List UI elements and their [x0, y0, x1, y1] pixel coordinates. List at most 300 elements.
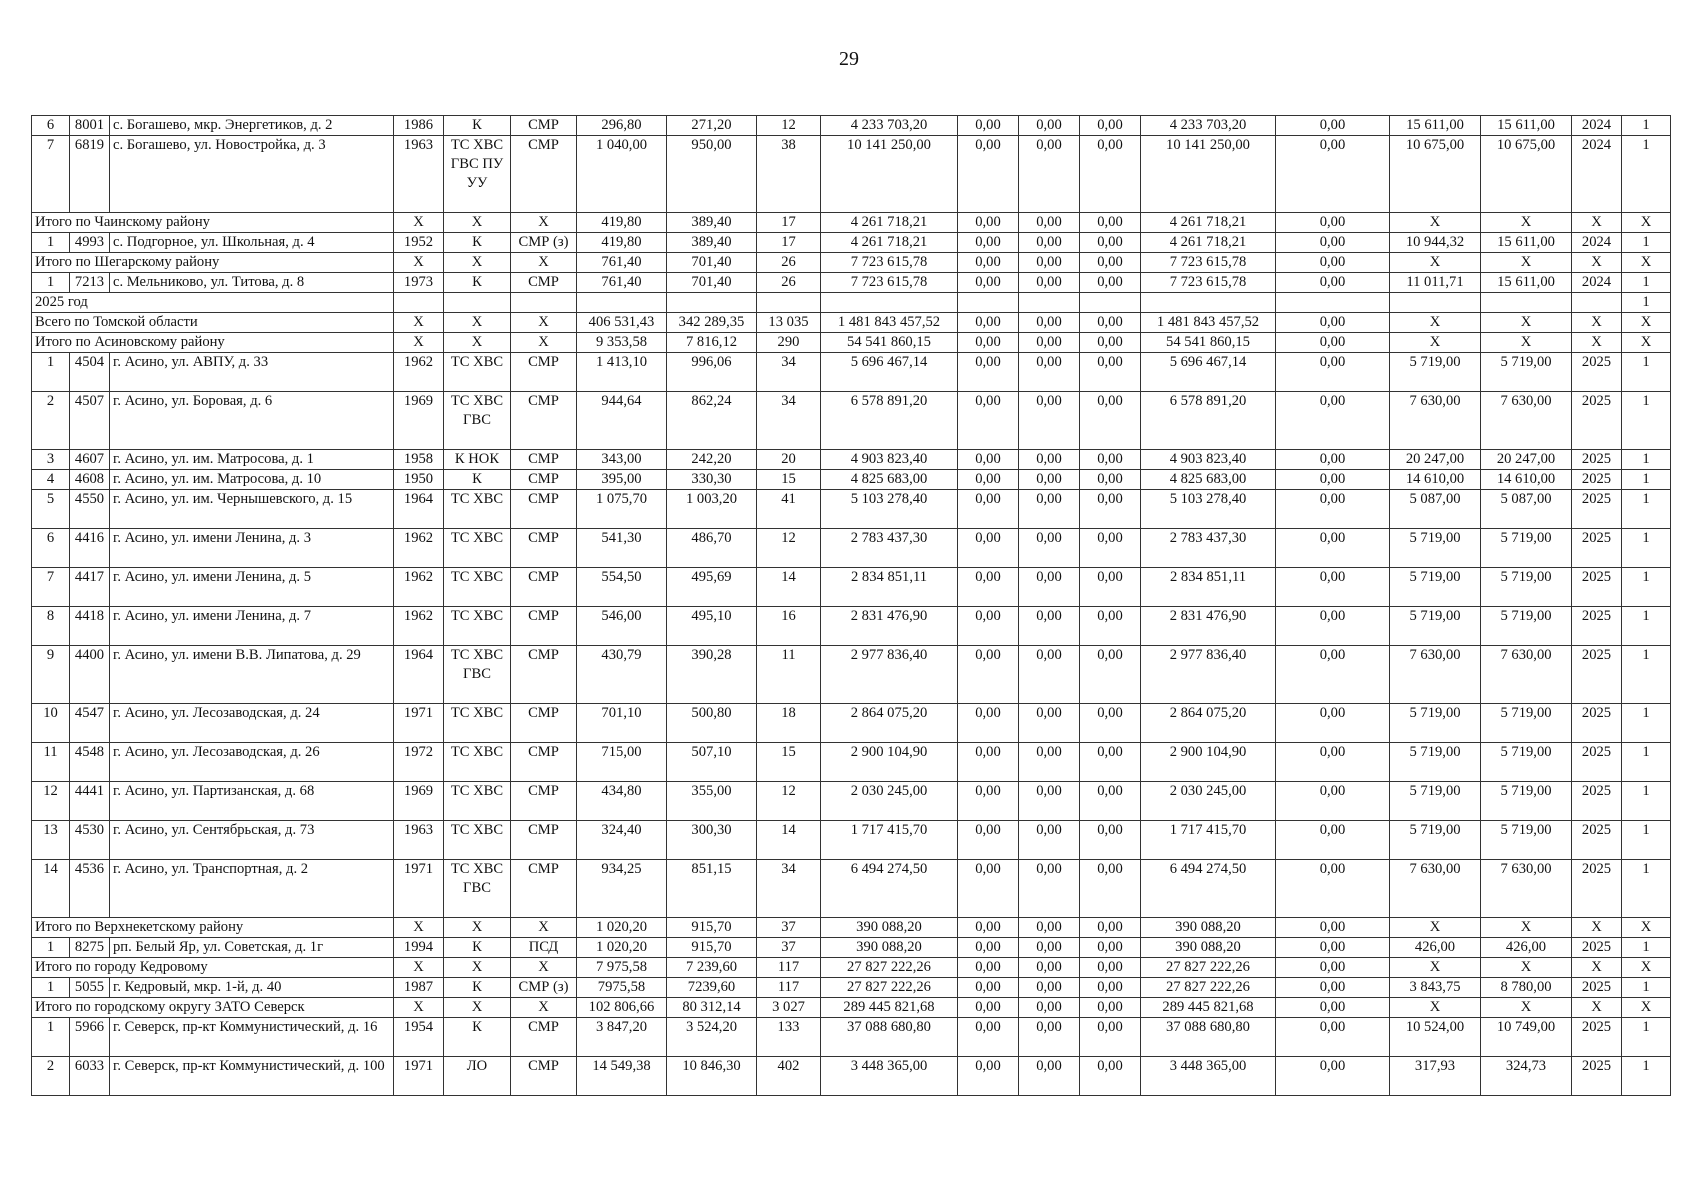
address-cell: г. Асино, ул. Лесозаводская, д. 24 [110, 704, 394, 743]
table-cell: СМР [511, 704, 577, 743]
table-cell: X [1572, 313, 1622, 333]
table-cell: 4608 [70, 470, 110, 490]
table-cell: 0,00 [1019, 353, 1080, 392]
table-cell: 1962 [394, 568, 444, 607]
table-cell: 430,79 [577, 646, 667, 704]
table-cell: 0,00 [1276, 998, 1390, 1018]
table-cell: СМР [511, 392, 577, 450]
table-cell: 4 261 718,21 [821, 213, 958, 233]
work-type-cell: ТС ХВС [444, 704, 511, 743]
table-cell: X [1622, 958, 1671, 978]
table-cell: 4 903 823,40 [821, 450, 958, 470]
table-cell: СМР [511, 1057, 577, 1096]
table-cell: 1964 [394, 490, 444, 529]
table-cell: 3 448 365,00 [821, 1057, 958, 1096]
table-cell: СМР (з) [511, 233, 577, 253]
table-cell: 1 413,10 [577, 353, 667, 392]
table-row [32, 450, 1671, 470]
page-number: 29 [839, 48, 859, 70]
table-cell: 0,00 [958, 273, 1019, 293]
table-cell: 300,30 [667, 821, 757, 860]
table-cell: 4 825 683,00 [1141, 470, 1276, 490]
table-cell: 2025 [1572, 743, 1622, 782]
table-cell: 0,00 [958, 568, 1019, 607]
table-cell: 0,00 [1019, 490, 1080, 529]
table-cell: 27 827 222,26 [1141, 978, 1276, 998]
table-cell: 0,00 [958, 136, 1019, 213]
subtotal-label: Итого по Асиновскому району [32, 333, 394, 353]
table-cell: СМР [511, 743, 577, 782]
table-cell: X [511, 958, 577, 978]
table-cell: 7 816,12 [667, 333, 757, 353]
table-cell: 317,93 [1390, 1057, 1481, 1096]
table-cell: 1962 [394, 353, 444, 392]
table-cell: X [394, 253, 444, 273]
table-cell: 3 [32, 450, 70, 470]
table-cell: 0,00 [1276, 704, 1390, 743]
table-cell: 1972 [394, 743, 444, 782]
table-cell: 10 141 250,00 [1141, 136, 1276, 213]
subtotal-label: Итого по городскому округу ЗАТО Северск [32, 998, 394, 1018]
table-cell: 0,00 [1276, 333, 1390, 353]
table-cell: 7 723 615,78 [821, 253, 958, 273]
table-cell: 0,00 [1019, 821, 1080, 860]
table-cell: 0,00 [1080, 568, 1141, 607]
table-cell: СМР [511, 450, 577, 470]
table-cell: 0,00 [1276, 450, 1390, 470]
table-cell: 4 [32, 470, 70, 490]
table-cell: СМР [511, 568, 577, 607]
table-cell: 390 088,20 [1141, 938, 1276, 958]
table-cell: 2 834 851,11 [1141, 568, 1276, 607]
table-cell: 1 [32, 978, 70, 998]
table-cell: 80 312,14 [667, 998, 757, 1018]
address-cell: г. Асино, ул. Лесозаводская, д. 26 [110, 743, 394, 782]
work-type-cell: ТС ХВС [444, 607, 511, 646]
table-cell: 5966 [70, 1018, 110, 1057]
table-cell: 343,00 [577, 450, 667, 470]
table-cell: 324,73 [1481, 1057, 1572, 1096]
table-row [32, 607, 1671, 646]
capital-repair-table [31, 115, 1671, 1096]
table-cell: 390 088,20 [821, 918, 958, 938]
address-cell: г. Асино, ул. Транспортная, д. 2 [110, 860, 394, 918]
table-cell: 1 [1622, 1018, 1671, 1057]
table-cell: 1 [1622, 607, 1671, 646]
table-cell: 0,00 [1019, 607, 1080, 646]
table-cell: X [511, 253, 577, 273]
table-body [32, 116, 1671, 1096]
table-cell: 10 141 250,00 [821, 136, 958, 213]
table-cell: 0,00 [1080, 273, 1141, 293]
table-cell: 5 103 278,40 [1141, 490, 1276, 529]
table-cell: 0,00 [1019, 233, 1080, 253]
table-cell: 271,20 [667, 116, 757, 136]
table-cell: 0,00 [1080, 998, 1141, 1018]
table-cell: 7975,58 [577, 978, 667, 998]
table-cell: 11 [32, 743, 70, 782]
table-cell: 2 864 075,20 [1141, 704, 1276, 743]
table-cell: 1 481 843 457,52 [1141, 313, 1276, 333]
table-cell [1481, 293, 1572, 313]
table-cell: 0,00 [1080, 704, 1141, 743]
table-cell: X [444, 333, 511, 353]
table-cell: 4441 [70, 782, 110, 821]
table-cell: 1973 [394, 273, 444, 293]
table-cell: 7 723 615,78 [821, 273, 958, 293]
table-cell: 1962 [394, 607, 444, 646]
table-cell: 6033 [70, 1057, 110, 1096]
table-cell: 0,00 [1276, 568, 1390, 607]
subtotal-row [32, 293, 1671, 313]
subtotal-label: Итого по Чаинскому району [32, 213, 394, 233]
table-cell: X [1481, 333, 1572, 353]
table-cell: 5 719,00 [1390, 529, 1481, 568]
table-cell: 14 610,00 [1390, 470, 1481, 490]
subtotal-label: 2025 год [32, 293, 394, 313]
table-cell: 7 630,00 [1481, 646, 1572, 704]
table-cell: 6 494 274,50 [1141, 860, 1276, 918]
table-cell: X [1622, 918, 1671, 938]
table-cell [821, 293, 958, 313]
table-cell: 495,69 [667, 568, 757, 607]
table-row [32, 136, 1671, 213]
table-cell: 1 [1622, 1057, 1671, 1096]
table-cell: 5 719,00 [1481, 704, 1572, 743]
table-cell: 2 831 476,90 [821, 607, 958, 646]
table-cell: 5055 [70, 978, 110, 998]
table-cell: 2025 [1572, 646, 1622, 704]
table-cell: 2 834 851,11 [821, 568, 958, 607]
table-cell: 5 719,00 [1481, 821, 1572, 860]
table-cell: 0,00 [1276, 490, 1390, 529]
table-cell: 0,00 [1080, 116, 1141, 136]
table-cell: 0,00 [1276, 978, 1390, 998]
table-cell: 0,00 [1276, 136, 1390, 213]
table-cell: 20 247,00 [1390, 450, 1481, 470]
subtotal-row [32, 313, 1671, 333]
table-cell: 1964 [394, 646, 444, 704]
table-cell [1019, 293, 1080, 313]
table-cell: 0,00 [958, 529, 1019, 568]
table-cell: 996,06 [667, 353, 757, 392]
address-cell: г. Кедровый, мкр. 1-й, д. 40 [110, 978, 394, 998]
table-cell: 0,00 [1019, 273, 1080, 293]
table-cell: 2025 [1572, 782, 1622, 821]
table-cell: 0,00 [958, 213, 1019, 233]
address-cell: с. Мельниково, ул. Титова, д. 8 [110, 273, 394, 293]
table-cell: 2 864 075,20 [821, 704, 958, 743]
table-cell: 289 445 821,68 [1141, 998, 1276, 1018]
table-cell: 15 611,00 [1390, 116, 1481, 136]
table-cell: 13 035 [757, 313, 821, 333]
address-cell: г. Асино, ул. имени В.В. Липатова, д. 29 [110, 646, 394, 704]
table-cell: 0,00 [958, 450, 1019, 470]
table-cell: СМР [511, 607, 577, 646]
table-cell [577, 293, 667, 313]
subtotal-row [32, 998, 1671, 1018]
table-cell: X [511, 918, 577, 938]
table-cell: 14 [757, 568, 821, 607]
table-cell: 8 [32, 607, 70, 646]
subtotal-label: Итого по Верхнекетскому району [32, 918, 394, 938]
table-cell: 0,00 [1019, 646, 1080, 704]
table-cell: 117 [757, 958, 821, 978]
table-cell: 15 611,00 [1481, 273, 1572, 293]
table-cell: 4416 [70, 529, 110, 568]
table-cell [1572, 293, 1622, 313]
address-cell: г. Асино, ул. имени Ленина, д. 7 [110, 607, 394, 646]
table-cell: 3 524,20 [667, 1018, 757, 1057]
table-cell: X [1622, 213, 1671, 233]
table-cell: 2 783 437,30 [1141, 529, 1276, 568]
work-type-cell: ТС ХВС ГВС [444, 646, 511, 704]
table-cell: 0,00 [1019, 568, 1080, 607]
work-type-cell: ТС ХВС [444, 529, 511, 568]
table-cell: 0,00 [958, 353, 1019, 392]
table-cell: 342 289,35 [667, 313, 757, 333]
table-cell: 2025 [1572, 978, 1622, 998]
work-type-cell: ТС ХВС [444, 353, 511, 392]
table-cell: 0,00 [1276, 958, 1390, 978]
table-cell: 1 [1622, 704, 1671, 743]
address-cell: г. Асино, ул. им. Матросова, д. 1 [110, 450, 394, 470]
table-cell: 242,20 [667, 450, 757, 470]
table-cell: 2 977 836,40 [821, 646, 958, 704]
table-cell: X [1390, 253, 1481, 273]
table-cell: 0,00 [958, 782, 1019, 821]
table-row [32, 392, 1671, 450]
table-cell: 8001 [70, 116, 110, 136]
table-cell: 4 261 718,21 [1141, 233, 1276, 253]
table-cell: 14 [32, 860, 70, 918]
table-cell: 12 [757, 116, 821, 136]
table-cell: 419,80 [577, 213, 667, 233]
table-cell: 324,40 [577, 821, 667, 860]
table-cell: 4548 [70, 743, 110, 782]
table-cell: 37 [757, 918, 821, 938]
table-cell: 0,00 [958, 313, 1019, 333]
table-cell: 2024 [1572, 116, 1622, 136]
table-cell: 2025 [1572, 529, 1622, 568]
table-cell: 117 [757, 978, 821, 998]
table-cell: 5 719,00 [1481, 568, 1572, 607]
table-cell: 761,40 [577, 273, 667, 293]
subtotal-row [32, 333, 1671, 353]
table-cell: 701,40 [667, 273, 757, 293]
table-cell: 5 696 467,14 [821, 353, 958, 392]
table-cell: СМР [511, 353, 577, 392]
table-cell: 355,00 [667, 782, 757, 821]
address-cell: рп. Белый Яр, ул. Советская, д. 1г [110, 938, 394, 958]
table-cell: 15 611,00 [1481, 116, 1572, 136]
table-cell: 0,00 [1019, 1057, 1080, 1096]
table-cell: X [1481, 213, 1572, 233]
table-cell: 7 723 615,78 [1141, 273, 1276, 293]
table-cell: 54 541 860,15 [821, 333, 958, 353]
table-cell: 0,00 [1080, 978, 1141, 998]
table-cell: 10 [32, 704, 70, 743]
table-cell: СМР [511, 646, 577, 704]
table-cell: СМР [511, 860, 577, 918]
table-cell: 0,00 [1080, 782, 1141, 821]
table-cell: 37 088 680,80 [821, 1018, 958, 1057]
table-cell: СМР [511, 529, 577, 568]
table-cell: СМР (з) [511, 978, 577, 998]
table-cell: 434,80 [577, 782, 667, 821]
table-cell: 0,00 [1019, 958, 1080, 978]
table-cell: 0,00 [1019, 313, 1080, 333]
table-cell: 290 [757, 333, 821, 353]
table-cell: X [1572, 253, 1622, 273]
table-cell: 0,00 [1276, 782, 1390, 821]
table-cell: 0,00 [1080, 529, 1141, 568]
table-cell: 10 675,00 [1481, 136, 1572, 213]
work-type-cell: К [444, 1018, 511, 1057]
table-cell: X [1390, 958, 1481, 978]
table-cell: 1969 [394, 782, 444, 821]
table-cell: X [511, 313, 577, 333]
table-cell: X [394, 998, 444, 1018]
table-cell: 0,00 [958, 253, 1019, 273]
table-cell: 133 [757, 1018, 821, 1057]
table-cell: 0,00 [1080, 213, 1141, 233]
table-cell: 1 020,20 [577, 918, 667, 938]
table-cell: 0,00 [1276, 529, 1390, 568]
table-cell: 390 088,20 [1141, 918, 1276, 938]
table-cell: 3 448 365,00 [1141, 1057, 1276, 1096]
table-cell: 289 445 821,68 [821, 998, 958, 1018]
table-cell: 4 261 718,21 [1141, 213, 1276, 233]
table-cell: 1 040,00 [577, 136, 667, 213]
work-type-cell: К [444, 938, 511, 958]
table-cell: 2025 [1572, 392, 1622, 450]
table-cell: 14 [757, 821, 821, 860]
table-cell [511, 293, 577, 313]
table-row [32, 470, 1671, 490]
table-cell: 395,00 [577, 470, 667, 490]
table-cell: 0,00 [1080, 918, 1141, 938]
work-type-cell: ТС ХВС [444, 743, 511, 782]
table-cell: X [1481, 998, 1572, 1018]
table-cell: 1 [1622, 392, 1671, 450]
table-cell: 0,00 [958, 490, 1019, 529]
table-cell: X [1622, 253, 1671, 273]
table-cell: СМР [511, 116, 577, 136]
subtotal-label: Всего по Томской области [32, 313, 394, 333]
table-cell: 20 [757, 450, 821, 470]
table-cell: СМР [511, 782, 577, 821]
table-cell: 5 719,00 [1390, 782, 1481, 821]
table-cell: 1 [1622, 233, 1671, 253]
table-cell: X [444, 958, 511, 978]
table-cell: 389,40 [667, 213, 757, 233]
address-cell: г. Северск, пр-кт Коммунистический, д. 100 [110, 1057, 394, 1096]
table-cell: 402 [757, 1057, 821, 1096]
table-cell: 0,00 [958, 743, 1019, 782]
table-cell: 8275 [70, 938, 110, 958]
table-cell [1080, 293, 1141, 313]
table-cell: 10 846,30 [667, 1057, 757, 1096]
table-cell: X [1390, 313, 1481, 333]
table-cell: 34 [757, 353, 821, 392]
table-cell: X [394, 313, 444, 333]
work-type-cell: ТС ХВС [444, 490, 511, 529]
table-cell: 0,00 [1276, 646, 1390, 704]
table-cell: X [1572, 918, 1622, 938]
table-cell: 1987 [394, 978, 444, 998]
table-cell: 1 [1622, 646, 1671, 704]
table-cell: 5 [32, 490, 70, 529]
table-cell: 0,00 [1276, 273, 1390, 293]
table-row [32, 273, 1671, 293]
table-cell: 4 903 823,40 [1141, 450, 1276, 470]
table-cell: X [394, 918, 444, 938]
table-cell: 1986 [394, 116, 444, 136]
table-cell: 1963 [394, 136, 444, 213]
table-cell: 4530 [70, 821, 110, 860]
table-cell: X [1390, 918, 1481, 938]
table-cell: 0,00 [958, 918, 1019, 938]
table-cell: СМР [511, 821, 577, 860]
table-cell: 390 088,20 [821, 938, 958, 958]
table-cell: 4417 [70, 568, 110, 607]
table-cell: 2025 [1572, 821, 1622, 860]
table-cell: 4400 [70, 646, 110, 704]
table-cell: 7 630,00 [1390, 392, 1481, 450]
table-cell: 1963 [394, 821, 444, 860]
table-cell: 1 [32, 233, 70, 253]
table-cell: 11 [757, 646, 821, 704]
table-cell: 4550 [70, 490, 110, 529]
work-type-cell: К [444, 233, 511, 253]
table-cell [1276, 293, 1390, 313]
address-cell: с. Богашево, мкр. Энергетиков, д. 2 [110, 116, 394, 136]
table-cell: 1 [1622, 136, 1671, 213]
table-cell: X [1481, 958, 1572, 978]
table-cell: 10 749,00 [1481, 1018, 1572, 1057]
table-cell: 6 578 891,20 [1141, 392, 1276, 450]
table-cell: 2025 [1572, 353, 1622, 392]
table-cell: 4507 [70, 392, 110, 450]
table-cell: 0,00 [1080, 450, 1141, 470]
address-cell: г. Асино, ул. Партизанская, д. 68 [110, 782, 394, 821]
table-cell: 4418 [70, 607, 110, 646]
table-cell: 20 247,00 [1481, 450, 1572, 470]
table-cell [1390, 293, 1481, 313]
address-cell: г. Асино, ул. имени Ленина, д. 5 [110, 568, 394, 607]
table-cell: 0,00 [958, 646, 1019, 704]
table-cell: 7 630,00 [1390, 860, 1481, 918]
table-cell: 5 087,00 [1481, 490, 1572, 529]
table-cell: 0,00 [1080, 233, 1141, 253]
table-cell: 37 [757, 938, 821, 958]
table-cell: 500,80 [667, 704, 757, 743]
table-cell: 5 719,00 [1481, 353, 1572, 392]
table-cell: X [394, 333, 444, 353]
table-cell: 0,00 [958, 704, 1019, 743]
address-cell: г. Асино, ул. им. Чернышевского, д. 15 [110, 490, 394, 529]
table-cell: 14 549,38 [577, 1057, 667, 1096]
table-cell: 0,00 [1019, 978, 1080, 998]
table-cell: X [1622, 998, 1671, 1018]
table-cell: X [1390, 998, 1481, 1018]
table-cell: 1 [32, 1018, 70, 1057]
table-cell: 0,00 [1019, 333, 1080, 353]
table-cell: X [1481, 918, 1572, 938]
table-row [32, 568, 1671, 607]
table-cell: 761,40 [577, 253, 667, 273]
